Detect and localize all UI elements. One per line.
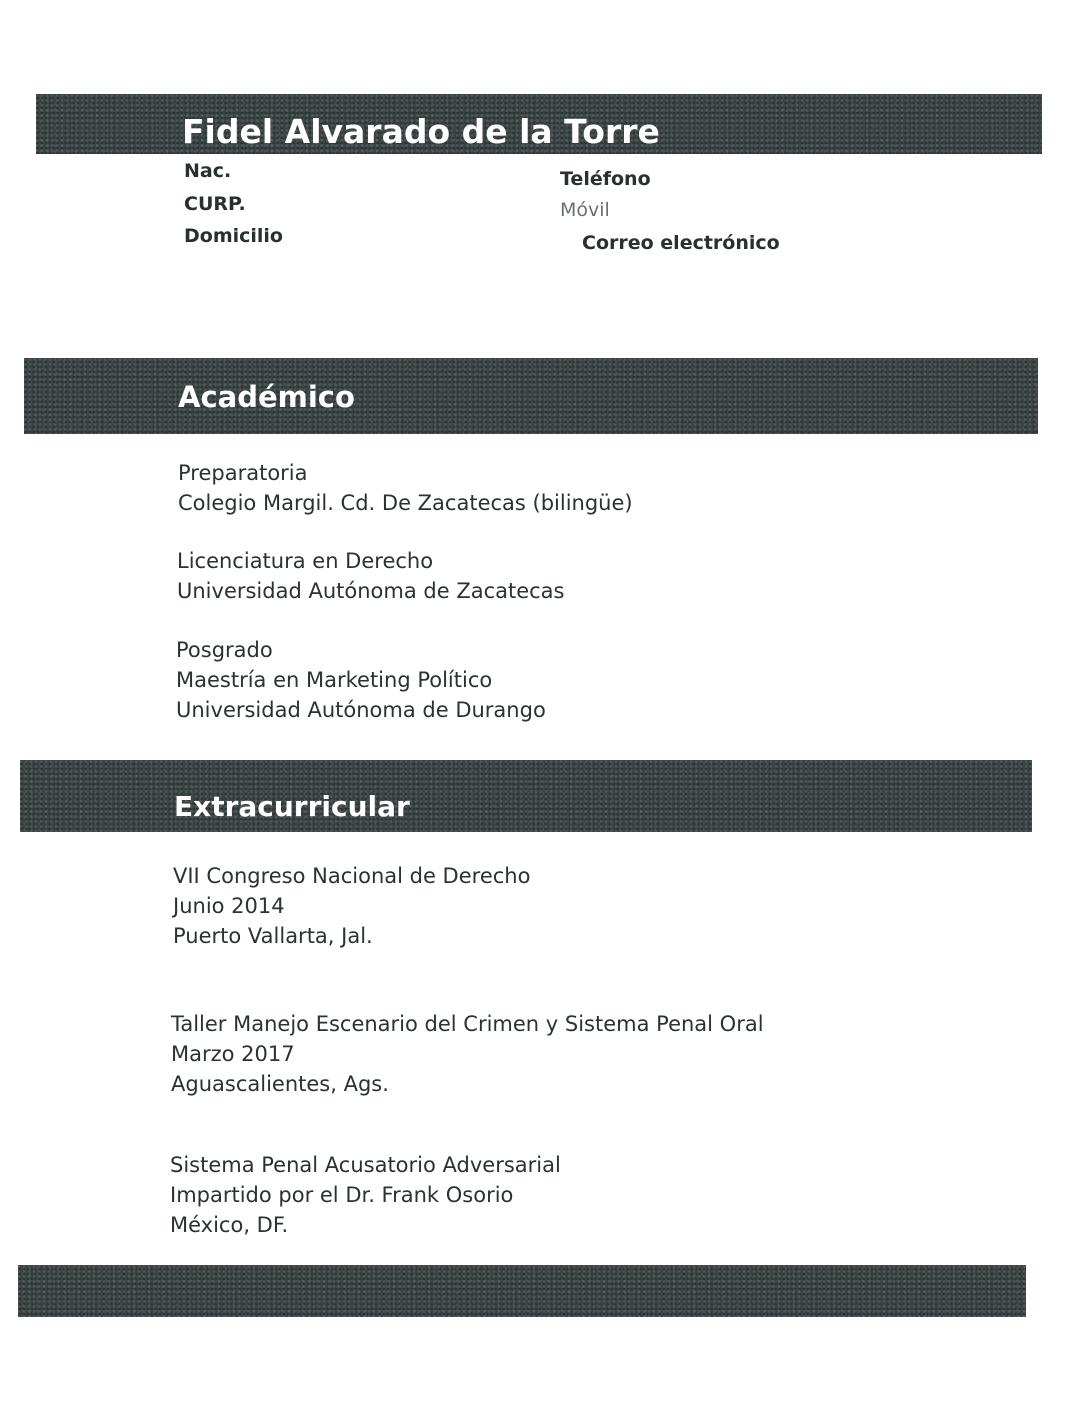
extracurricular-title: Extracurricular — [174, 790, 410, 823]
correo-label: Correo electrónico — [582, 232, 780, 254]
entry-line: Sistema Penal Acusatorio Adversarial — [170, 1153, 561, 1177]
entry-line: Aguascalientes, Ags. — [171, 1072, 389, 1096]
academico-banner — [24, 358, 1038, 434]
nac-label: Nac. — [184, 160, 232, 182]
entry-line: Marzo 2017 — [171, 1042, 295, 1066]
entry-line: Posgrado — [176, 638, 273, 662]
entry-line: Universidad Autónoma de Durango — [176, 698, 546, 722]
domicilio-label: Domicilio — [184, 225, 283, 247]
entry-line: Licenciatura en Derecho — [177, 549, 434, 573]
curp-label: CURP. — [184, 193, 246, 215]
extracurricular-entry-congreso — [173, 861, 530, 951]
entry-line: Junio 2014 — [173, 894, 285, 918]
entry-line: VII Congreso Nacional de Derecho — [173, 864, 531, 888]
entry-line: Universidad Autónoma de Zacatecas — [177, 579, 565, 603]
movil-label: Móvil — [560, 199, 610, 221]
academico-entry-preparatoria — [178, 458, 633, 518]
academico-title: Académico — [178, 380, 355, 414]
telefono-label: Teléfono — [560, 168, 651, 190]
entry-line: Impartido por el Dr. Frank Osorio — [170, 1183, 514, 1207]
academico-entry-posgrado — [176, 635, 546, 725]
extracurricular-banner — [20, 760, 1032, 832]
entry-line: Preparatoria — [178, 461, 308, 485]
extracurricular-entry-sistema-penal — [170, 1150, 561, 1240]
footer-banner — [18, 1265, 1026, 1317]
entry-line: Maestría en Marketing Político — [176, 668, 493, 692]
person-name: Fidel Alvarado de la Torre — [182, 112, 660, 151]
entry-line: Colegio Margil. Cd. De Zacatecas (bilingüe) — [178, 491, 633, 515]
entry-line: Puerto Vallarta, Jal. — [173, 924, 373, 948]
extracurricular-entry-taller — [171, 1009, 764, 1099]
entry-line: México, DF. — [170, 1213, 289, 1237]
academico-entry-licenciatura — [177, 546, 565, 606]
entry-line: Taller Manejo Escenario del Crimen y Sistema Penal Oral — [171, 1012, 764, 1036]
